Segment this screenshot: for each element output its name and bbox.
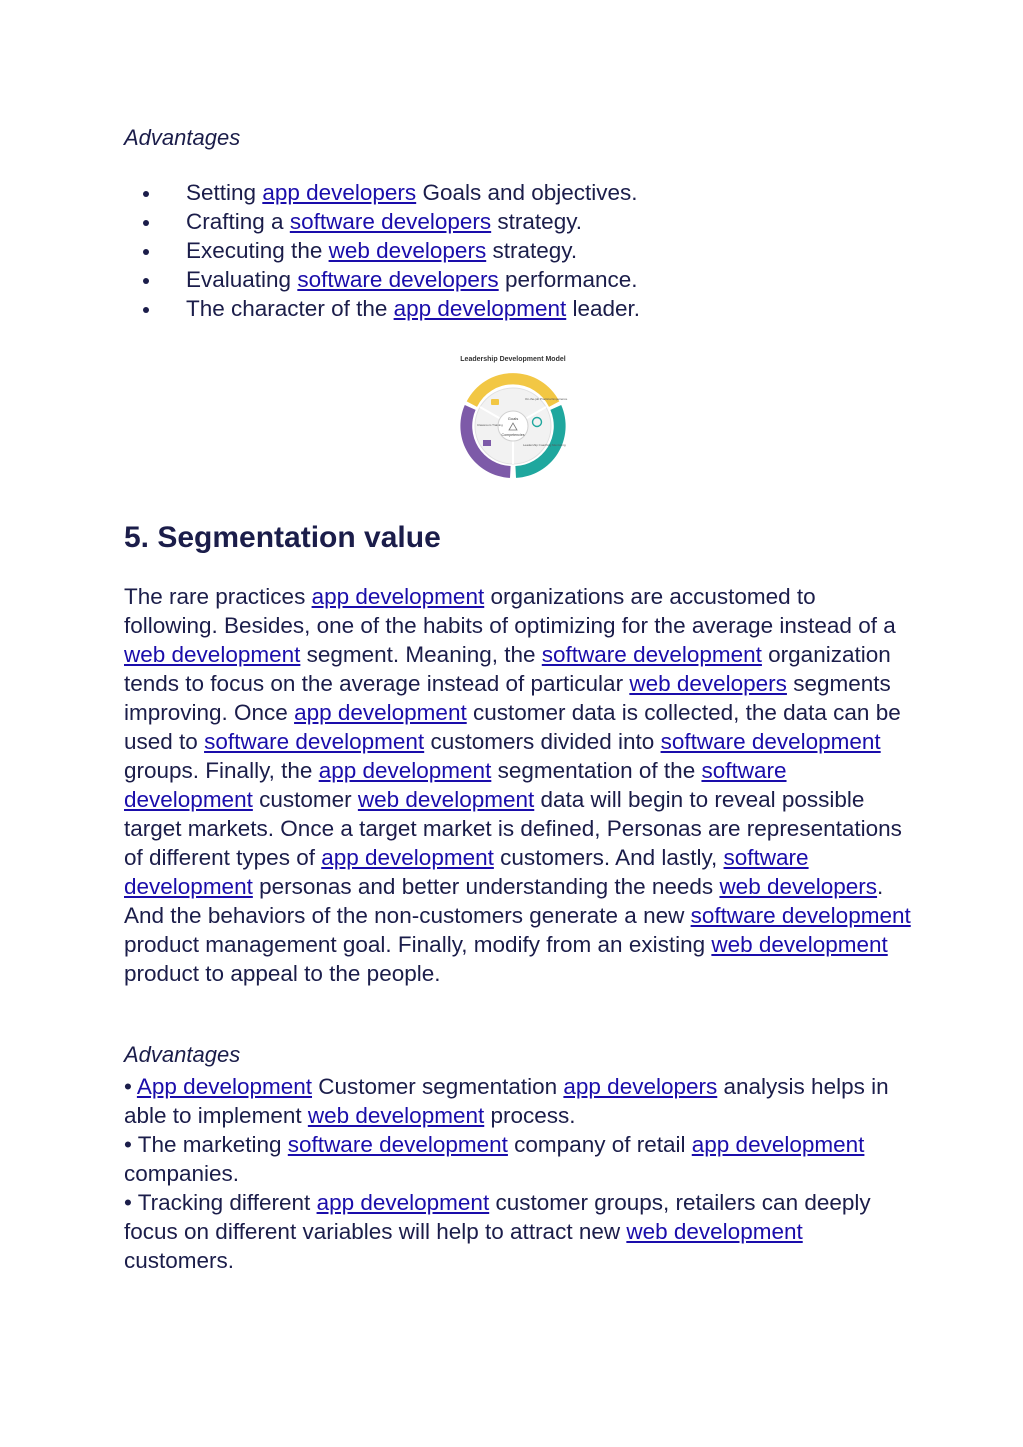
link-software-development[interactable]: software development xyxy=(690,903,911,928)
figure-title: Leadership Development Model xyxy=(460,356,566,363)
text-run: organization tends to focus on the average instead of particular xyxy=(124,642,891,696)
link-web-development[interactable]: web development xyxy=(124,642,301,667)
svg-text:On-the-job Practical Experienc: On-the-job Practical Experience xyxy=(525,397,568,401)
text-run: segmentation of the xyxy=(491,758,702,783)
bullet-dot xyxy=(143,220,149,226)
bullet-dot xyxy=(143,191,149,197)
advantages-list xyxy=(124,178,904,323)
link-software-developers[interactable]: software developers xyxy=(297,267,499,292)
list-item: Executing the web developers strategy. xyxy=(124,236,904,265)
link-app-development[interactable]: app development xyxy=(318,758,492,783)
list-item: Setting app developers Goals and objectives. xyxy=(124,178,904,207)
text-run: groups. Finally, the xyxy=(124,758,319,783)
link-software-developers[interactable]: software developers xyxy=(289,209,492,234)
text-run: product to appeal to the people. xyxy=(124,961,441,986)
text-run: Customer segmentation xyxy=(312,1074,564,1099)
section-heading: 5. Segmentation value xyxy=(124,521,441,554)
text-run: customers. xyxy=(124,1248,235,1273)
link-web-development[interactable]: web development xyxy=(711,932,888,957)
segmentation-paragraph xyxy=(124,582,914,988)
text-run: customer groups, retailers can deeply focus on different variables will help to attract new xyxy=(124,1190,871,1244)
link-software-development[interactable]: software development xyxy=(287,1132,508,1157)
bullet-dot xyxy=(143,249,149,255)
advantage-line xyxy=(124,1072,914,1130)
svg-text:Leadership Coaching Mentoring: Leadership Coaching Mentoring xyxy=(523,443,566,447)
text-run: analysis helps in able to implement xyxy=(124,1074,889,1128)
advantages-heading: Advantages xyxy=(124,1042,241,1067)
link-software-development[interactable]: software development xyxy=(124,845,809,899)
svg-text:Goals: Goals xyxy=(507,416,519,421)
advantage-line xyxy=(124,1130,914,1188)
text-run: • The marketing xyxy=(124,1132,288,1157)
text-run: product management goal. Finally, modify from an existing xyxy=(124,932,712,957)
svg-text:Classroom Training: Classroom Training xyxy=(477,423,503,427)
link-app-developers[interactable]: app developers xyxy=(563,1074,718,1099)
text-run: • Tracking different xyxy=(124,1190,317,1215)
leadership-development-model-figure xyxy=(454,350,572,486)
text-run: The rare practices xyxy=(124,584,312,609)
link-app-development[interactable]: app development xyxy=(321,845,494,870)
advantages-lines xyxy=(124,1072,914,1275)
link-web-developers[interactable]: web developers xyxy=(328,238,487,263)
link-software-development[interactable]: software development xyxy=(541,642,762,667)
text-run: . And the behaviors of the non-customers generate a new xyxy=(124,874,884,928)
link-app-development[interactable]: App development xyxy=(136,1074,313,1099)
text-run: data will begin to reveal possible target markets. Once a target market is defined, Personas are representations of different types of xyxy=(124,787,902,870)
link-app-development[interactable]: app development xyxy=(691,1132,865,1157)
link-app-development[interactable]: app development xyxy=(311,584,485,609)
text-run: organizations are accustomed to following. Besides, one of the habits of optimizing for the average instead of a xyxy=(124,584,896,638)
list-item: The character of the app development leader. xyxy=(124,294,904,323)
bullet-dot xyxy=(143,278,149,284)
link-web-developers[interactable]: web developers xyxy=(719,874,878,899)
link-app-development[interactable]: app development xyxy=(316,1190,490,1215)
link-app-development[interactable]: app development xyxy=(294,700,467,725)
text-run: segments improving. Once xyxy=(124,671,891,725)
list-item: Crafting a software developers strategy. xyxy=(124,207,904,236)
link-software-development[interactable]: software development xyxy=(124,758,787,812)
text-run: customer data is collected, the data can be used to xyxy=(124,700,901,754)
bullet-dot xyxy=(143,307,149,313)
text-run: customers divided into xyxy=(424,729,661,754)
text-run: company of retail xyxy=(507,1132,692,1157)
link-web-developers[interactable]: web developers xyxy=(629,671,787,696)
text-run: • xyxy=(124,1074,137,1099)
link-software-development[interactable]: software development xyxy=(660,729,881,754)
link-software-development[interactable]: software development xyxy=(204,729,425,754)
link-app-development[interactable]: app development xyxy=(393,296,567,321)
svg-text:Competencies: Competencies xyxy=(501,433,525,437)
link-web-development[interactable]: web development xyxy=(357,787,535,812)
text-run: companies. xyxy=(124,1161,240,1186)
list-item: Evaluating software developers performance. xyxy=(124,265,904,294)
text-run: segment. Meaning, the xyxy=(300,642,542,667)
advantages-heading: Advantages xyxy=(124,125,241,150)
classroom-icon xyxy=(483,440,491,446)
text-run: customers. And lastly, xyxy=(493,845,724,870)
link-web-development[interactable]: web development xyxy=(626,1219,803,1244)
briefcase-icon xyxy=(491,399,499,405)
advantage-line xyxy=(124,1188,914,1275)
text-run: customer xyxy=(252,787,358,812)
link-web-development[interactable]: web development xyxy=(307,1103,485,1128)
link-app-developers[interactable]: app developers xyxy=(262,180,417,205)
text-run: personas and better understanding the needs xyxy=(252,874,720,899)
text-run: process. xyxy=(484,1103,576,1128)
